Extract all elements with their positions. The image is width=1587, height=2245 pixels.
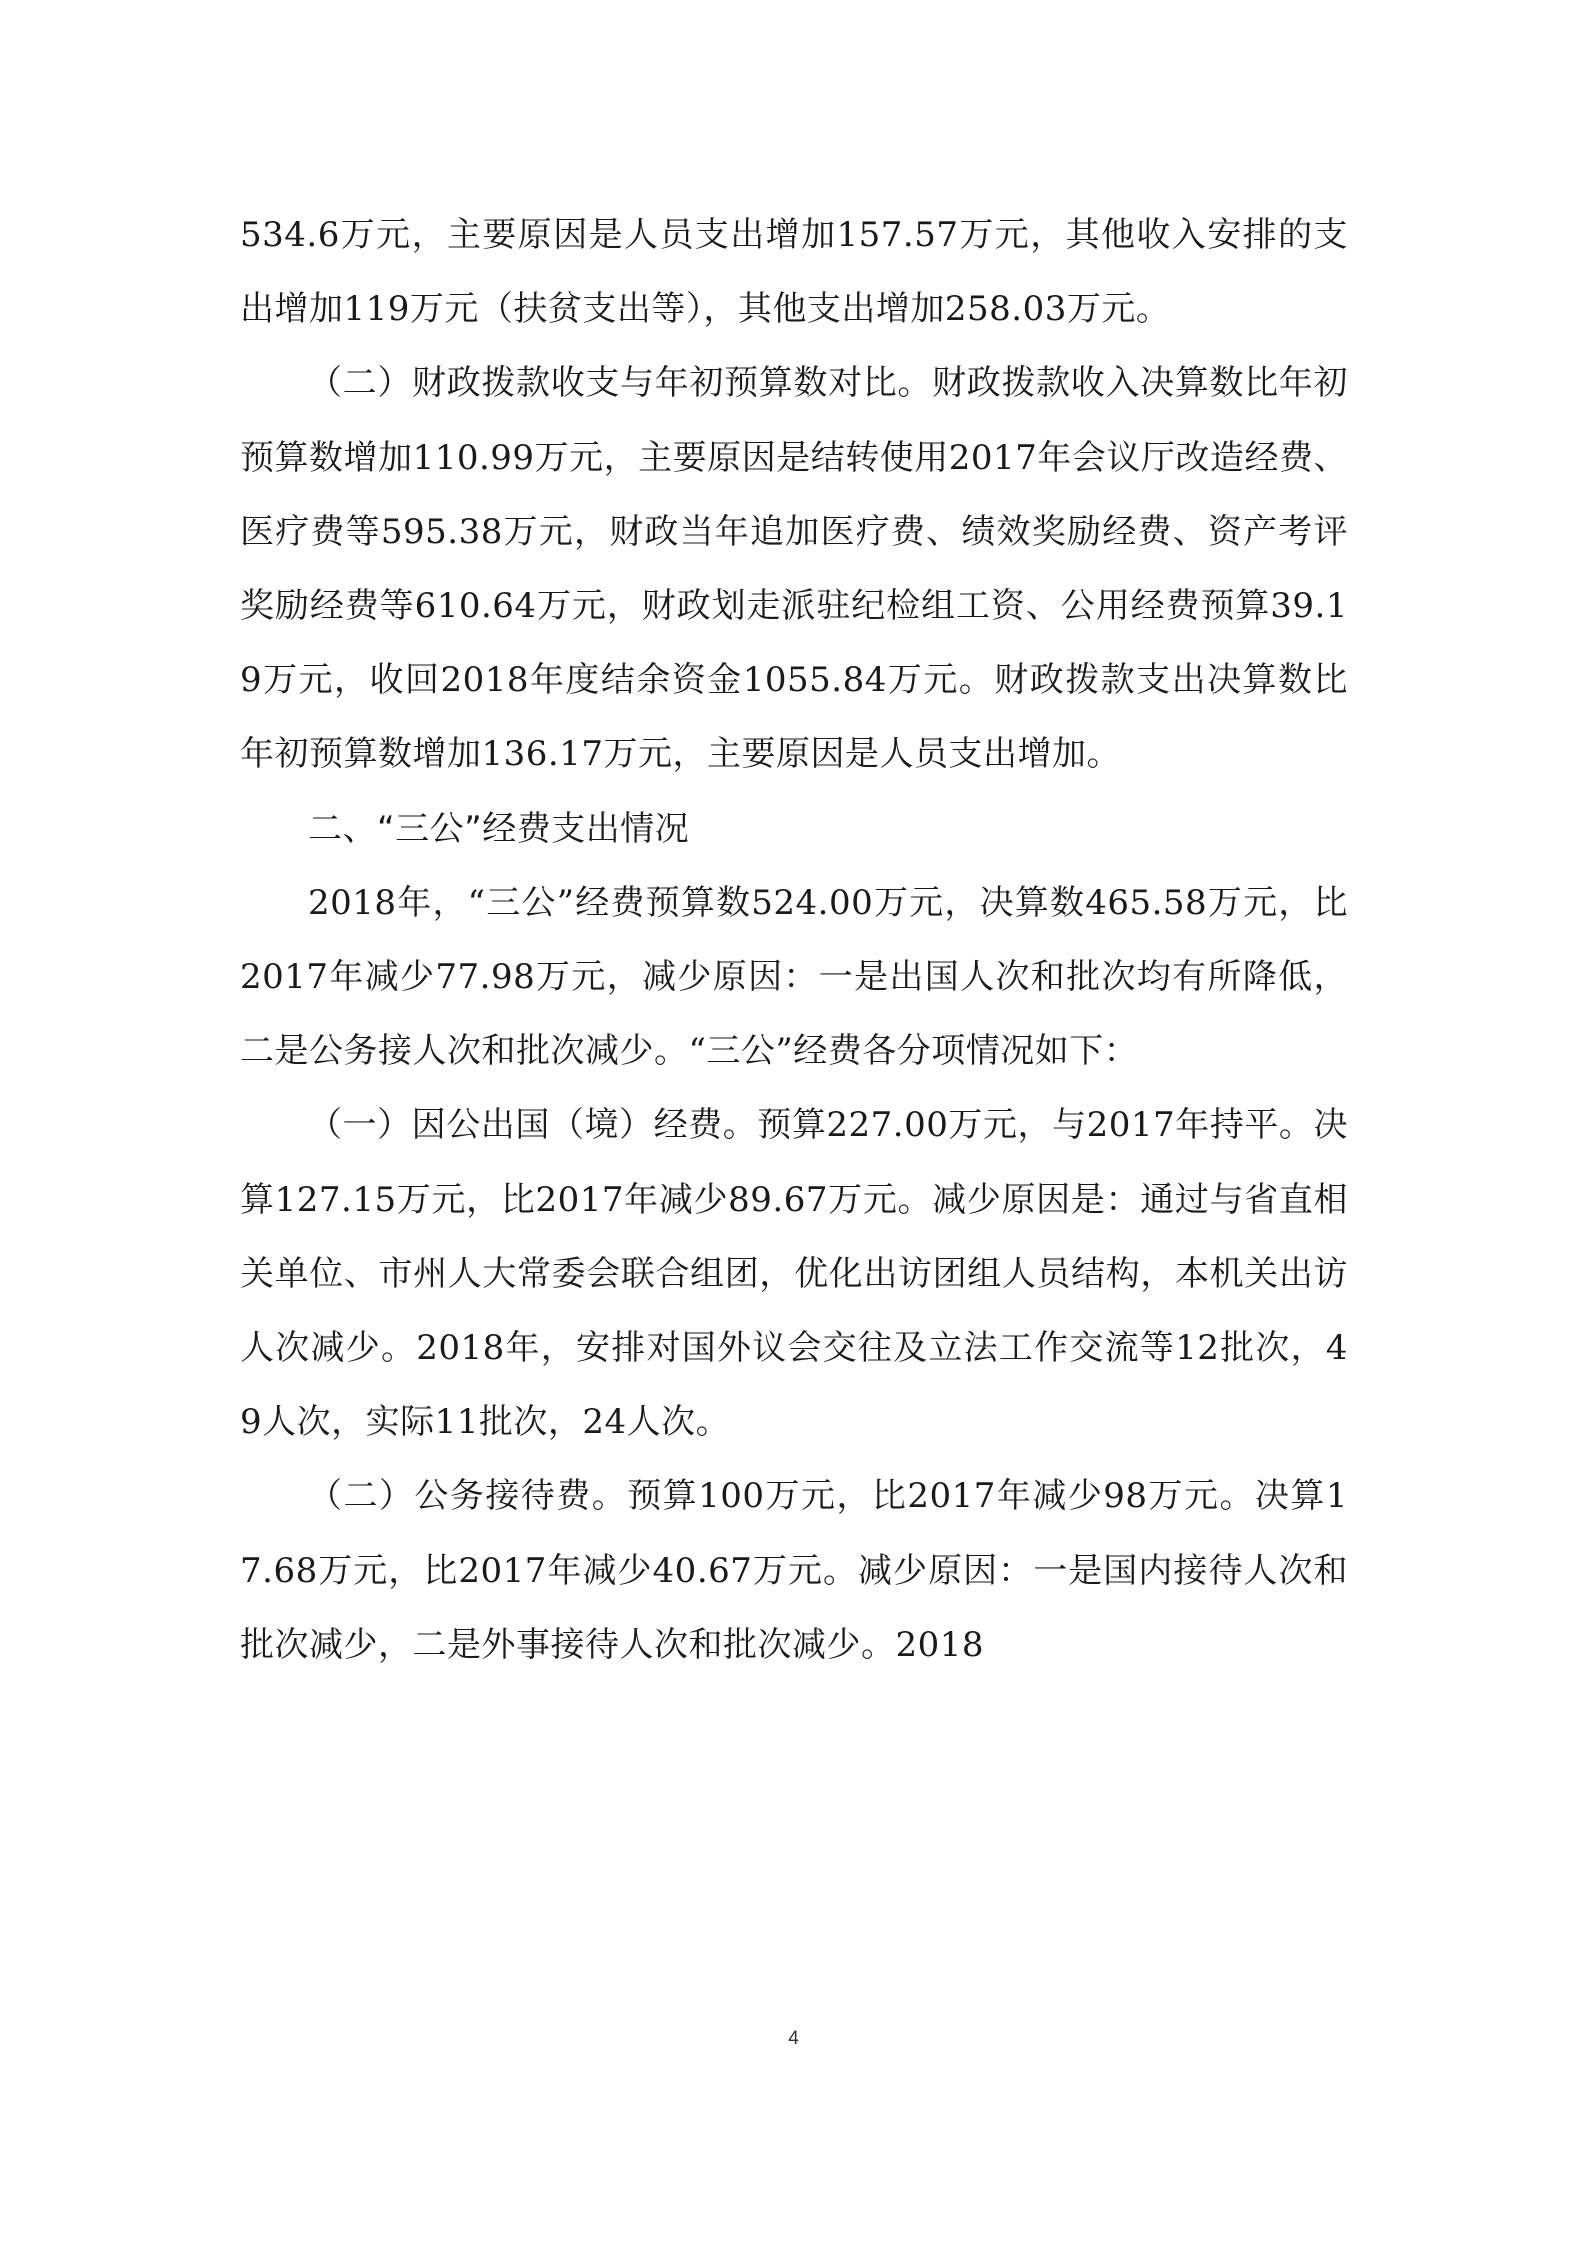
paragraph-text: 财政拨款收入决算数比年初预算数增加110.99万元，主要原因是结转使用2017年会议厅改造经费、医疗费等595.38万元，财政当年追加医疗费、绩效奖励经费、资产考评奖励经费等610.64万元，财政划走派驻纪检组工资、公用经费预算39.19万元，收回2018年度结余资金1055.84万元。财政拨款支出决算数比年初预算数增加136.17万元，主要原因是人员支出增加。 bbox=[240, 363, 1349, 775]
section-heading bbox=[240, 792, 1348, 866]
paragraph-text: 预算227.00万元，与2017年持平。决算127.15万元，比2017年减少89.67万元。减少原因是：通过与省直相关单位、市州人大常委会联合组团，优化出访团组人员结构，本机关出访人次减少。2018年，安排对国外议会交往及立法工作交流等12批次，49人次，实际11批次，24人次。 bbox=[240, 1105, 1348, 1443]
paragraph-lead: （一）因公出国（境）经费。 bbox=[308, 1105, 758, 1146]
paragraph-text: 534.6万元，主要原因是人员支出增加157.57万元，其他收入安排的支出增加119万元（扶贫支出等），其他支出增加258.03万元。 bbox=[240, 215, 1348, 330]
paragraph-reception bbox=[240, 1459, 1348, 1682]
document-body bbox=[240, 198, 1348, 1682]
heading-text: 二、“三公”经费支出情况 bbox=[308, 808, 690, 849]
paragraph-text: 2018年，“三公”经费预算数524.00万元，决算数465.58万元，比2017年减少77.98万元，减少原因：一是出国人次和批次均有所降低，二是公务接人次和批次减少。“三公”经费各分项情况如下： bbox=[240, 882, 1348, 1072]
paragraph-lead: （二）公务接待费。 bbox=[308, 1476, 628, 1517]
paragraph-budget-comparison bbox=[240, 346, 1348, 791]
paragraph-text: 预算100万元，比2017年减少98万元。决算17.68万元，比2017年减少40.67万元。减少原因：一是国内接待人次和批次减少，二是外事接待人次和批次减少。2018 bbox=[240, 1476, 1348, 1665]
paragraph-overseas-travel bbox=[240, 1088, 1348, 1459]
paragraph-three-public-summary bbox=[240, 866, 1348, 1089]
paragraph-lead: （二）财政拨款收支与年初预算数对比。 bbox=[308, 363, 933, 404]
page-number: 4 bbox=[788, 2028, 799, 2049]
paragraph-continuation bbox=[240, 198, 1348, 346]
